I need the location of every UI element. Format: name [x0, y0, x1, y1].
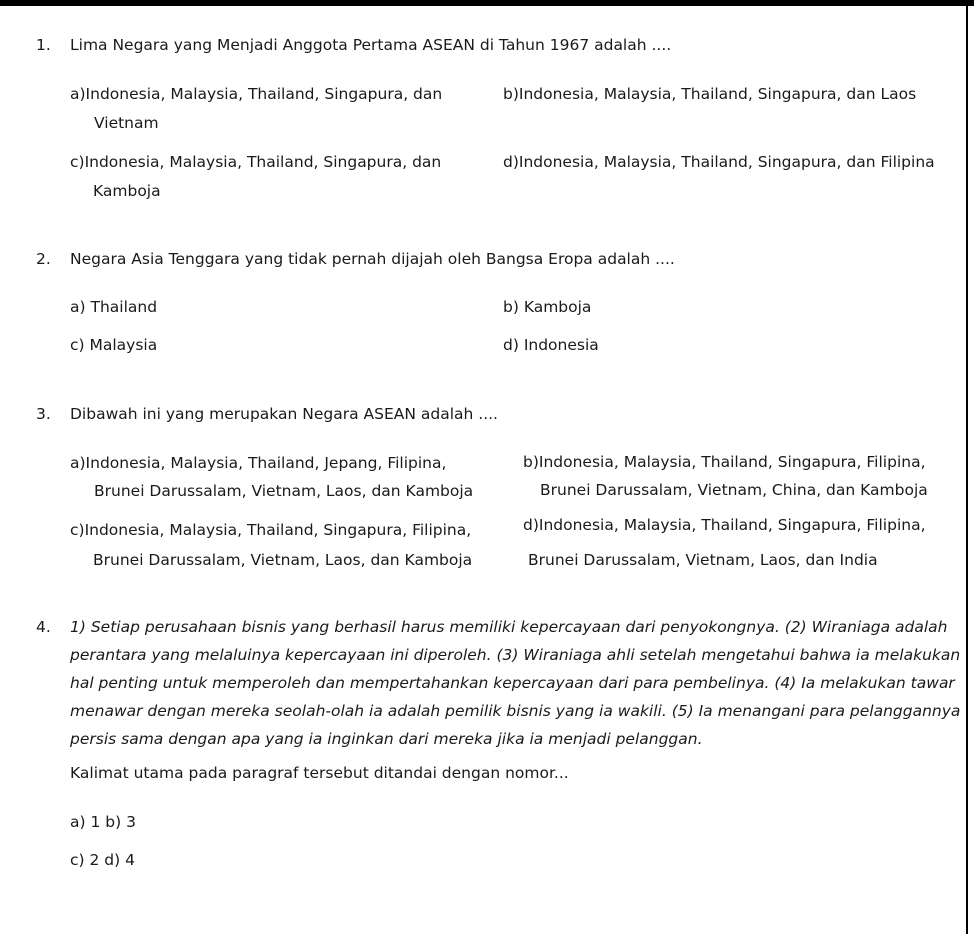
q3-option-b[interactable]: b)Indonesia, Malaysia, Thailand, Singapura, Filipina,	[523, 453, 926, 471]
q4-paragraph-line-3: hal penting untuk memperoleh dan mempertahankan kepercayaan dari para pembelinya. (4) Ia melakukan tawar	[70, 674, 955, 692]
question-1-text: Lima Negara yang Menjadi Anggota Pertama ASEAN di Tahun 1967 adalah ....	[70, 36, 672, 54]
question-3-number: 3.	[36, 405, 51, 423]
q4-paragraph-line-2: perantara yang melaluinya kepercayaan ini diperoleh. (3) Wiraniaga ahli setelah mengetahui bahwa ia melakukan	[70, 646, 961, 664]
q2-option-d[interactable]: d) Indonesia	[503, 336, 599, 354]
q3-option-d[interactable]: d)Indonesia, Malaysia, Thailand, Singapura, Filipina,	[523, 516, 926, 534]
q3-option-b-cont: Brunei Darussalam, Vietnam, China, dan Kamboja	[540, 481, 928, 499]
q3-option-d-cont: Brunei Darussalam, Vietnam, Laos, dan India	[528, 551, 878, 569]
q1-option-b[interactable]: b)Indonesia, Malaysia, Thailand, Singapura, dan Laos	[503, 85, 917, 103]
q3-option-a[interactable]: a)Indonesia, Malaysia, Thailand, Jepang, Filipina,	[70, 454, 447, 472]
question-2-number: 2.	[36, 250, 51, 268]
q3-option-c-cont: Brunei Darussalam, Vietnam, Laos, dan Kamboja	[93, 551, 473, 569]
q1-option-d[interactable]: d)Indonesia, Malaysia, Thailand, Singapura, dan Filipina	[503, 153, 935, 171]
q2-option-c[interactable]: c) Malaysia	[70, 336, 158, 354]
q1-option-a[interactable]: a)Indonesia, Malaysia, Thailand, Singapura, dan	[70, 85, 443, 103]
q1-option-a-cont: Vietnam	[94, 114, 159, 132]
right-border	[966, 6, 968, 934]
question-2-text: Negara Asia Tenggara yang tidak pernah dijajah oleh Bangsa Eropa adalah ....	[70, 250, 675, 268]
q2-option-b[interactable]: b) Kamboja	[503, 298, 592, 316]
q3-option-c[interactable]: c)Indonesia, Malaysia, Thailand, Singapura, Filipina,	[70, 521, 472, 539]
top-border	[0, 0, 974, 6]
q2-option-a[interactable]: a) Thailand	[70, 298, 158, 316]
question-4-number: 4.	[36, 618, 51, 636]
question-1-number: 1.	[36, 36, 51, 54]
q4-paragraph-line-5: persis sama dengan apa yang ia inginkan dari mereka jika ia menjadi pelanggan.	[70, 730, 703, 748]
q4-paragraph-line-1: 1) Setiap perusahaan bisnis yang berhasil harus memiliki kepercayaan dari penyokongnya. (2) Wiraniaga adalah	[70, 618, 948, 636]
question-3-text: Dibawah ini yang merupakan Negara ASEAN adalah ....	[70, 405, 498, 423]
q4-options-cd[interactable]: c) 2 d) 4	[70, 851, 135, 869]
q3-option-a-cont: Brunei Darussalam, Vietnam, Laos, dan Kamboja	[94, 482, 474, 500]
q4-paragraph-line-4: menawar dengan mereka seolah-olah ia adalah pemilik bisnis yang ia wakili. (5) Ia menangani para pelanggannya	[70, 702, 961, 720]
question-4-text: Kalimat utama pada paragraf tersebut ditandai dengan nomor...	[70, 764, 569, 782]
q4-options-ab[interactable]: a) 1 b) 3	[70, 813, 136, 831]
q1-option-c[interactable]: c)Indonesia, Malaysia, Thailand, Singapura, dan	[70, 153, 442, 171]
q1-option-c-cont: Kamboja	[93, 182, 161, 200]
